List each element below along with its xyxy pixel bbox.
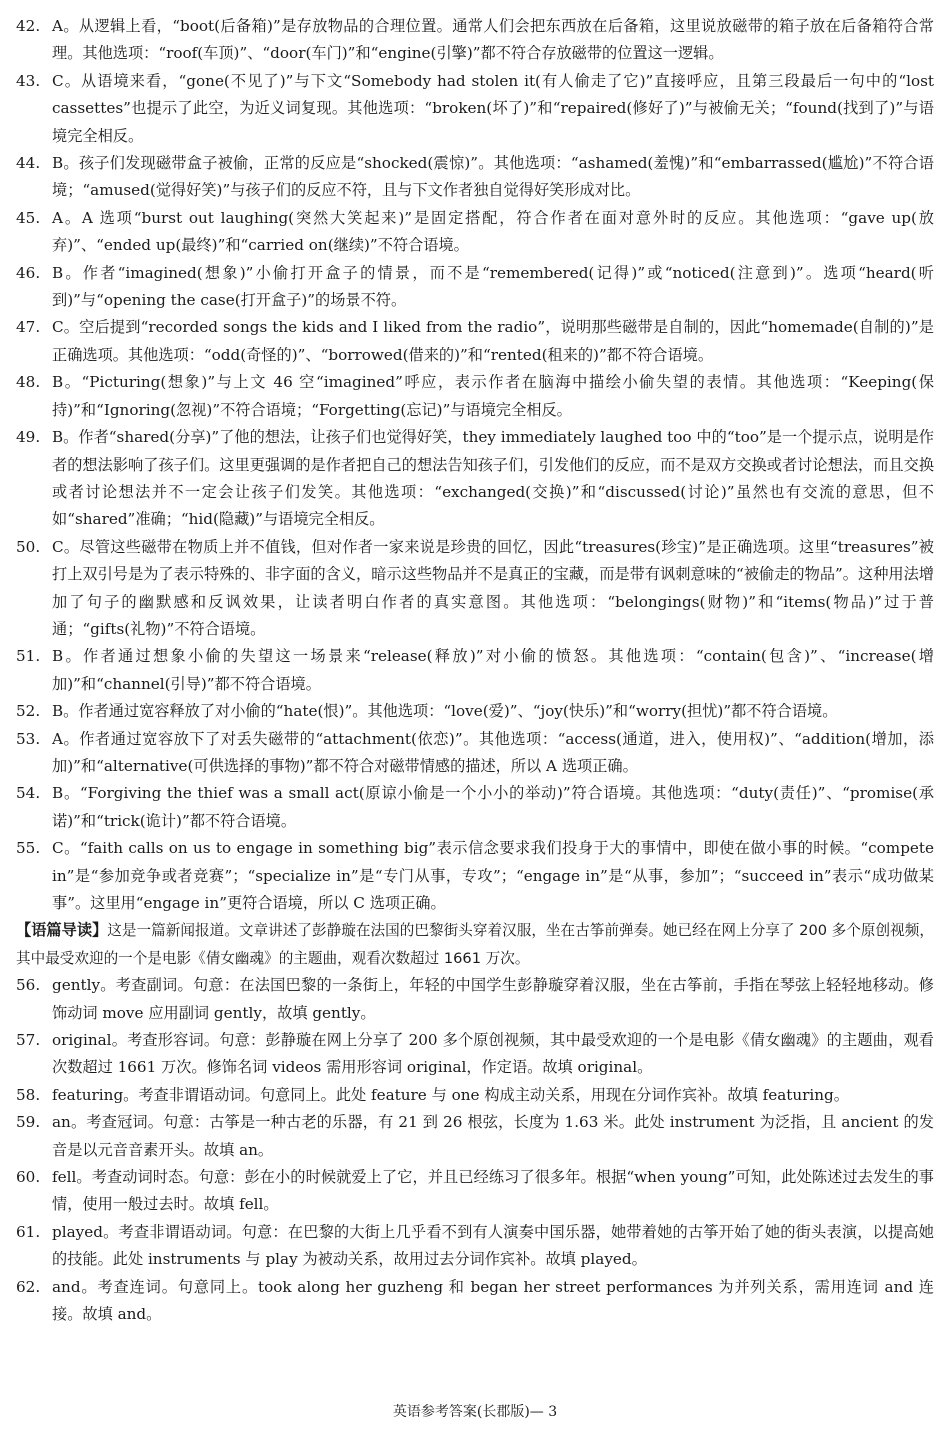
answer-item-59: 59. an。考查冠词。句意：古筝是一种古老的乐器，有 21 到 26 根弦，长度为 1.63 米。此处 instrument 为泛指，且 ancient 的发音是以元音音素开头。故填 an。 <box>16 1113 934 1159</box>
answer-item-60: 60. fell。考查动词时态。句意：彭在小的时候就爱上了它，并且已经练习了很多年。根据“when young”可知，此处陈述过去发生的事情，使用一般过去时。故填 fell。 <box>16 1168 934 1214</box>
answer-item-50: 50. C。尽管这些磁带在物质上并不值钱，但对作者一家来说是珍贵的回忆，因此“treasures(珍宝)”是正确选项。这里“treasures”被打上双引号是为了表示特殊的、非字面的含义，暗示这些物品并不是真正的宝藏，而是带有讽刺意味的“被偷走的物品”。这种用法增加了句子的幽默感和反讽效果，让读者明白作者的真实意图。其他选项：“belongings(财物)”和“items(物品)”过于普通；“gifts(礼物)”不符合语境。 <box>16 537 934 638</box>
answer-item-44: 44. B。孩子们发现磁带盒子被偷，正常的反应是“shocked(震惊)”。其他选项：“ashamed(羞愧)”和“embarrassed(尴尬)”不符合语境；“amused(觉得好笑)”与孩子们的反应不符，且与下文作者独自觉得好笑形成对比。 <box>16 154 934 200</box>
answer-item-49: 49. B。作者“shared(分享)”了他的想法，让孩子们也觉得好笑，they immediately laughed too 中的“too”是一个提示点，说明是作者的想法影响了孩子们。这里更强调的是作者把自己的想法告知孩子们，引发他们的反应，而不是双方交换或者讨论想法，而且交换或者讨论想法并不一定会让孩子们发笑。其他选项：“exchanged(交换)”和“discussed(讨论)”虽然也有交流的意思，但不如“shared”准确；“hid(隐藏)”与语境完全相反。 <box>16 428 934 529</box>
answer-text: A。从逻辑上看，“boot(后备箱)”是存放物品的合理位置。通常人们会把东西放在后备箱，这里说放磁带的箱子放在后备箱符合常理。其他选项：“roof(车顶)”、“door(车门)”和“engine(引擎)”都不符合存放磁带的位置这一逻辑。 <box>52 17 934 63</box>
answer-item-52: 52. B。作者通过宽容释放了对小偷的“hate(恨)”。其他选项：“love(爱)”、“joy(快乐)”和“worry(担忧)”都不符合语境。 <box>16 702 838 721</box>
answer-text: gently。考查副词。句意：在法国巴黎的一条街上，年轻的中国学生彭静璇穿着汉服，坐在古筝前，手指在琴弦上轻轻地移动。修饰动词 move 应用副词 gently，故填 gently。 <box>52 976 934 1022</box>
answer-item-46: 46. B。作者“imagined(想象)”小偷打开盒子的情景，而不是“remembered(记得)”或“noticed(注意到)”。选项“heard(听到)”与“opening the case(打开盒子)”的场景不符。 <box>16 263 934 310</box>
guide-label: 【语篇导读】 <box>16 921 108 940</box>
page-footer: 英语参考答案(长郡版)— 3 <box>392 1404 558 1420</box>
answer-item-58: 58. featuring。考查非谓语动词。句意同上。此处 feature 与 one 构成主动关系，用现在分词作宾补。故填 featuring。 <box>16 1085 849 1104</box>
answer-text: A。A 选项“burst out laughing(突然大笑起来)”是固定搭配，符合作者在面对意外时的反应。其他选项：“gave up(放弃)”、“ended up(最终)”和“carried on(继续)”不符合语境。 <box>52 208 934 255</box>
passage-guide <box>16 917 934 972</box>
answer-text: B。作者“shared(分享)”了他的想法，让孩子们也觉得好笑，they immediately laughed too 中的“too”是一个提示点，说明是作者的想法影响了孩子们。这里更强调的是作者把自己的想法告知孩子们，引发他们的反应，而不是双方交换或者讨论想法，而且交换或者讨论想法并不一定会让孩子们发笑。其他选项：“exchanged(交换)”和“discussed(讨论)”虽然也有交流的意思，但不如“shared”准确；“hid(隐藏)”与语境完全相反。 <box>52 428 934 529</box>
answer-item-43: 43. C。从语境来看，“gone(不见了)”与下文“Somebody had stolen it(有人偷走了它)”直接呼应，且第三段最后一句中的“lost cassettes”也提示了此空，为近义词复现。其他选项：“broken(坏了)”和“repaired(修好了)”与被偷无关；“found(找到了)”与语境完全相反。 <box>16 71 934 145</box>
answer-list <box>16 13 934 1329</box>
answer-text: B。孩子们发现磁带盒子被偷，正常的反应是“shocked(震惊)”。其他选项：“ashamed(羞愧)”和“embarrassed(尴尬)”不符合语境；“amused(觉得好笑)”与孩子们的反应不符，且与下文作者独自觉得好笑形成对比。 <box>52 154 934 200</box>
answer-item-47: 47. C。空后提到“recorded songs the kids and I liked from the radio”，说明那些磁带是自制的，因此“homemade(自制的)”是正确选项。其他选项：“odd(奇怪的)”、“borrowed(借来的)”和“rented(租来的)”都不符合语境。 <box>16 318 934 364</box>
answer-item-56: 56. gently。考查副词。句意：在法国巴黎的一条街上，年轻的中国学生彭静璇穿着汉服，坐在古筝前，手指在琴弦上轻轻地移动。修饰动词 move 应用副词 gently，故填 gently。 <box>16 976 934 1022</box>
answer-text: and。考查连词。句意同上。took along her guzheng 和 began her street performances 为并列关系，需用连词 and 连接。故填 and。 <box>52 1277 934 1324</box>
answer-text: played。考查非谓语动词。句意：在巴黎的大街上几乎看不到有人演奏中国乐器，她带着她的古筝开始了她的街头表演，以提高她的技能。此处 instruments 与 play 为被动关系，故用过去分词作宾补。故填 played。 <box>52 1222 934 1269</box>
answer-item-48: 48. B。“Picturing(想象)”与上文 46 空“imagined”呼应，表示作者在脑海中描绘小偷失望的表情。其他选项：“Keeping(保持)”和“Ignoring(忽视)”不符合语境；“Forgetting(忘记)”与语境完全相反。 <box>16 373 934 419</box>
answer-item-62: 62. and。考查连词。句意同上。took along her guzheng 和 began her street performances 为并列关系，需用连词 and 连接。故填 and。 <box>16 1277 934 1324</box>
answer-item-45: 45. A。A 选项“burst out laughing(突然大笑起来)”是固定搭配，符合作者在面对意外时的反应。其他选项：“gave up(放弃)”、“ended up(最终)”和“carried on(继续)”不符合语境。 <box>16 208 934 255</box>
answer-text: B。作者通过宽容释放了对小偷的“hate(恨)”。其他选项：“love(爱)”、“joy(快乐)”和“worry(担忧)”都不符合语境。 <box>52 702 838 721</box>
answer-item-54: 54. B。“Forgiving the thief was a small act(原谅小偷是一个小小的举动)”符合语境。其他选项：“duty(责任)”、“promise(承诺)”和“trick(诡计)”都不符合语境。 <box>16 784 934 830</box>
answer-item-53: 53. A。作者通过宽容放下了对丢失磁带的“attachment(依恋)”。其他选项：“access(通道，进入，使用权)”、“addition(增加，添加)”和“alternative(可供选择的事物)”都不符合对磁带情感的描述，所以 A 选项正确。 <box>16 729 934 775</box>
answer-item-51: 51. B。作者通过想象小偷的失望这一场景来“release(释放)”对小偷的愤怒。其他选项：“contain(包含)”、“increase(增加)”和“channel(引导)”都不符合语境。 <box>16 647 934 693</box>
answer-text: B。“Forgiving the thief was a small act(原谅小偷是一个小小的举动)”符合语境。其他选项：“duty(责任)”、“promise(承诺)”和“trick(诡计)”都不符合语境。 <box>52 784 934 830</box>
answer-item-61: 61. played。考查非谓语动词。句意：在巴黎的大街上几乎看不到有人演奏中国乐器，她带着她的古筝开始了她的街头表演，以提高她的技能。此处 instruments 与 play 为被动关系，故用过去分词作宾补。故填 played。 <box>16 1222 934 1269</box>
answer-item-57: 57. original。考查形容词。句意：彭静璇在网上分享了 200 多个原创视频，其中最受欢迎的一个是电影《倩女幽魂》的主题曲，观看次数超过 1661 万次。修饰名词 videos 需用形容词 original，作定语。故填 original。 <box>16 1031 934 1077</box>
answer-text: featuring。考查非谓语动词。句意同上。此处 feature 与 one 构成主动关系，用现在分词作宾补。故填 featuring。 <box>52 1085 849 1104</box>
answer-text: A。作者通过宽容放下了对丢失磁带的“attachment(依恋)”。其他选项：“access(通道，进入，使用权)”、“addition(增加，添加)”和“alternative(可供选择的事物)”都不符合对磁带情感的描述，所以 A 选项正确。 <box>52 729 934 775</box>
answer-text: C。从语境来看，“gone(不见了)”与下文“Somebody had stolen it(有人偷走了它)”直接呼应，且第三段最后一句中的“lost cassettes”也提示了此空，为近义词复现。其他选项：“broken(坏了)”和“repaired(修好了)”与被偷无关；“found(找到了)”与语境完全相反。 <box>52 71 934 145</box>
answer-text: B。作者通过想象小偷的失望这一场景来“release(释放)”对小偷的愤怒。其他选项：“contain(包含)”、“increase(增加)”和“channel(引导)”都不符合语境。 <box>52 647 934 693</box>
answer-text: C。空后提到“recorded songs the kids and I liked from the radio”，说明那些磁带是自制的，因此“homemade(自制的)”是正确选项。其他选项：“odd(奇怪的)”、“borrowed(借来的)”和“rented(租来的)”都不符合语境。 <box>52 318 934 364</box>
answer-text: an。考查冠词。句意：古筝是一种古老的乐器，有 21 到 26 根弦，长度为 1.63 米。此处 instrument 为泛指，且 ancient 的发音是以元音音素开头。故填 an。 <box>52 1113 934 1159</box>
guide-text: 这是一篇新闻报道。文章讲述了彭静璇在法国的巴黎街头穿着汉服，坐在古筝前弹奏。她已经在网上分享了 200 多个原创视频，其中最受欢迎的一个是电影《倩女幽魂》的主题曲，观看次数超过 1661 万次。 <box>16 922 935 967</box>
answer-item-55: 55. C。“faith calls on us to engage in something big”表示信念要求我们投身于大的事情中，即使在做小事的时候。“compete in”是“参加竞争或者竞赛”；“specialize in”是“专门从事，专攻”；“engage in”是“从事，参加”；“succeed in”表示“成功做某事”。这里用“engage in”更符合语境，所以 C 选项正确。 <box>16 839 934 912</box>
answer-text: C。“faith calls on us to engage in something big”表示信念要求我们投身于大的事情中，即使在做小事的时候。“compete in”是“参加竞争或者竞赛”；“specialize in”是“专门从事，专攻”；“engage in”是“从事，参加”；“succeed in”表示“成功做某事”。这里用“engage in”更符合语境，所以 C 选项正确。 <box>52 839 934 912</box>
answer-text: C。尽管这些磁带在物质上并不值钱，但对作者一家来说是珍贵的回忆，因此“treasures(珍宝)”是正确选项。这里“treasures”被打上双引号是为了表示特殊的、非字面的含义，暗示这些物品并不是真正的宝藏，而是带有讽刺意味的“被偷走的物品”。这种用法增加了句子的幽默感和反讽效果，让读者明白作者的真实意图。其他选项：“belongings(财物)”和“items(物品)”过于普通；“gifts(礼物)”不符合语境。 <box>52 537 934 638</box>
watermark: ​ <box>632 122 648 148</box>
answer-item-42: 42. A。从逻辑上看，“boot(后备箱)”是存放物品的合理位置。通常人们会把东西放在后备箱，这里说放磁带的箱子放在后备箱符合常理。其他选项：“roof(车顶)”、“door(车门)”和“engine(引擎)”都不符合存放磁带的位置这一逻辑。 <box>16 17 934 63</box>
answer-text: B。作者“imagined(想象)”小偷打开盒子的情景，而不是“remembered(记得)”或“noticed(注意到)”。选项“heard(听到)”与“opening the case(打开盒子)”的场景不符。 <box>52 263 934 310</box>
answer-text: fell。考查动词时态。句意：彭在小的时候就爱上了它，并且已经练习了很多年。根据“when young”可知，此处陈述过去发生的事情，使用一般过去时。故填 fell。 <box>52 1168 934 1214</box>
answer-text: original。考查形容词。句意：彭静璇在网上分享了 200 多个原创视频，其中最受欢迎的一个是电影《倩女幽魂》的主题曲，观看次数超过 1661 万次。修饰名词 videos 需用形容词 original，作定语。故填 original。 <box>52 1031 934 1077</box>
answer-text: B。“Picturing(想象)”与上文 46 空“imagined”呼应，表示作者在脑海中描绘小偷失望的表情。其他选项：“Keeping(保持)”和“Ignoring(忽视)”不符合语境；“Forgetting(忘记)”与语境完全相反。 <box>52 373 934 419</box>
